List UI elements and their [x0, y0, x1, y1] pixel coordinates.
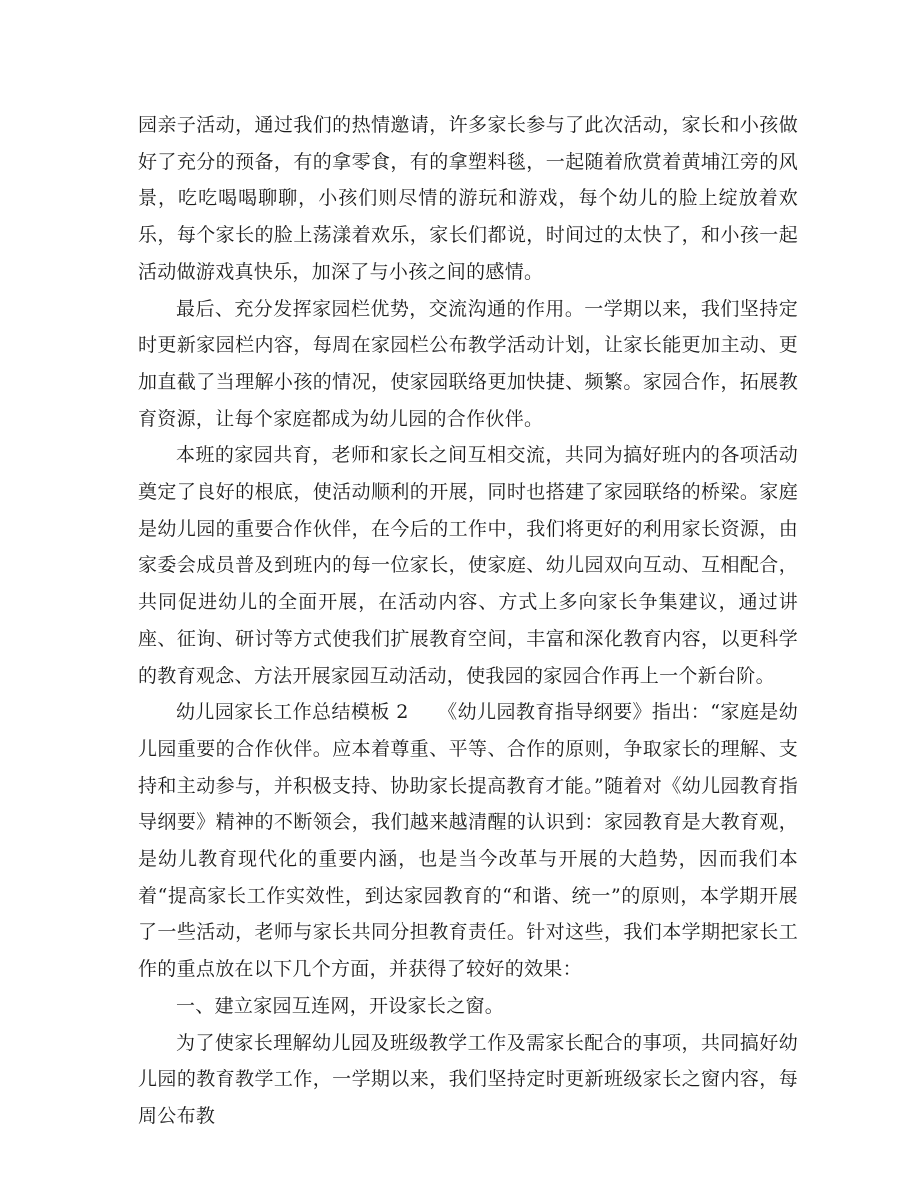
paragraph-2: 最后、充分发挥家园栏优势，交流沟通的作用。一学期以来，我们坚持定时更新家园栏内容，每周在家园栏公布教学活动计划，让家长能更加主动、更加直截了当理解小孩的情况，使家园联络更加快捷、频繁。家园合作，拓展教育资源，让每个家庭都成为幼儿园的合作伙伴。	[138, 297, 798, 430]
paragraph-4: 幼儿园家长工作总结模板 2 《幼儿园教育指导纲要》指出：“家庭是幼儿园重要的合作伙伴。应本着尊重、平等、合作的原则，争取家长的理解、支持和主动参与，并积极支持、协助家长提高教育才能。”随着对《幼儿园教育指导纲要》精神的不断领会，我们越来越清醒的认识到：家园教育是大教育观，是幼儿教育现代化的重要内涵，也是当今改革与开展的大趋势，因而我们本着“提高家长工作实效性，到达家园教育的“和谐、统一”的原则，本学期开展了一些活动，老师与家长共同分担教育责任。针对这些，我们本学期把家长工作的重点放在以下几个方面，并获得了较好的效果：	[138, 701, 798, 981]
paragraph-1: 园亲子活动，通过我们的热情邀请，许多家长参与了此次活动，家长和小孩做好了充分的预备，有的拿零食，有的拿塑料毯，一起随着欣赏着黄埔江旁的风景，吃吃喝喝聊聊，小孩们则尽情的游玩和游戏，每个幼儿的脸上绽放着欢乐，每个家长的脸上荡漾着欢乐，家长们都说，时间过的太快了，和小孩一起活动做游戏真快乐，加深了与小孩之间的感情。	[138, 114, 798, 283]
body-text	[138, 107, 798, 1135]
paragraph-6: 为了使家长理解幼儿园及班级教学工作及需家长配合的事项，共同搞好幼儿园的教育教学工作，一学期以来，我们坚持定时更新班级家长之窗内容，每周公布教	[138, 1031, 798, 1127]
paragraph-5: 一、建立家园互连网，开设家长之窗。	[176, 994, 505, 1017]
paragraph-3: 本班的家园共育，老师和家长之间互相交流，共同为搞好班内的各项活动奠定了良好的根底，使活动顺利的开展，同时也搭建了家园联络的桥梁。家庭是幼儿园的重要合作伙伴，在今后的工作中，我们将更好的利用家长资源，由家委会成员普及到班内的每一位家长，使家庭、幼儿园双向互动、互相配合，共同促进幼儿的全面开展，在活动内容、方式上多向家长争集建议，通过讲座、征询、研讨等方式使我们扩展教育空间，丰富和深化教育内容，以更科学的教育观念、方法开展家园互动活动，使我园的家园合作再上一个新台阶。	[138, 444, 798, 687]
